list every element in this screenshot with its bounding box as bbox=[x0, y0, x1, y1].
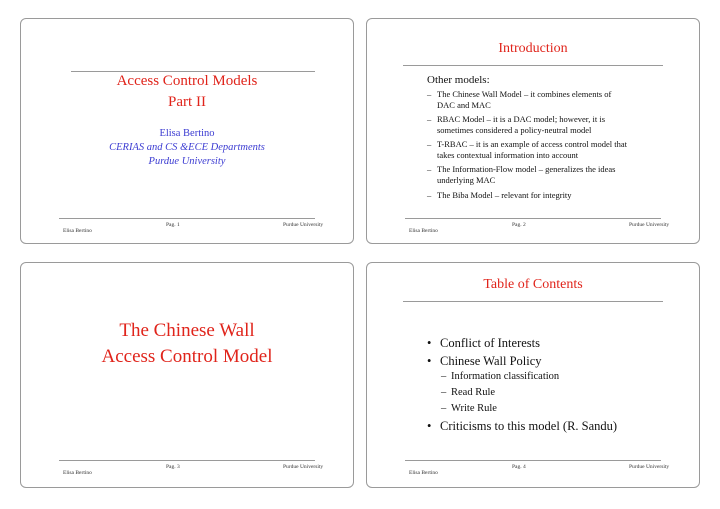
footer-rule bbox=[59, 218, 315, 219]
footer-rule bbox=[405, 218, 661, 219]
footer-rule bbox=[59, 460, 315, 461]
slide-1 bbox=[20, 18, 354, 244]
toc-item: • Chinese Wall Policy bbox=[427, 354, 542, 368]
toc-item: • Criticisms to this model (R. Sandu) bbox=[427, 419, 618, 433]
footer-author: Elisa Bertino bbox=[409, 228, 438, 234]
slide-3 bbox=[20, 262, 354, 488]
title-rule bbox=[403, 65, 663, 66]
footer-university: Purdue University bbox=[283, 222, 324, 228]
toc-subitem: – Write Rule bbox=[441, 403, 497, 414]
slide-title: Table of Contents bbox=[483, 277, 583, 292]
list-item: – The Information-Flow model – generalizes the ideas underlying MAC bbox=[427, 164, 616, 185]
slide-title: Introduction bbox=[498, 41, 568, 56]
footer-author: Elisa Bertino bbox=[409, 470, 438, 476]
list-item: – RBAC Model – it is a DAC model; however, it is sometimes considered a policy-neutral model bbox=[427, 114, 605, 135]
slide-4 bbox=[366, 262, 700, 488]
slide-title-line1: Access Control Models bbox=[116, 73, 258, 89]
slide-title-line2: Access Control Model bbox=[101, 346, 273, 367]
list-item: – The Chinese Wall Model – it combines elements of DAC and MAC bbox=[427, 89, 612, 110]
list-item: – T-RBAC – it is an example of access control model that takes contextual information into account bbox=[427, 139, 627, 160]
slide-title-line1: The Chinese Wall bbox=[119, 320, 255, 341]
footer-author: Elisa Bertino bbox=[63, 470, 92, 476]
footer-page: Pag. 3 bbox=[166, 464, 180, 470]
lead-text: Other models: bbox=[427, 74, 490, 86]
footer-rule bbox=[405, 460, 661, 461]
title-rule bbox=[403, 301, 663, 302]
footer-university: Purdue University bbox=[629, 464, 670, 470]
footer-university: Purdue University bbox=[283, 464, 324, 470]
footer-page: Pag. 1 bbox=[166, 222, 180, 228]
university: Purdue University bbox=[148, 156, 226, 167]
list-item: – The Biba Model – relevant for integrity bbox=[427, 190, 572, 200]
author-name: Elisa Bertino bbox=[159, 128, 215, 139]
footer-page: Pag. 2 bbox=[512, 222, 526, 228]
toc-subitem: – Information classification bbox=[441, 371, 560, 382]
title-rule bbox=[71, 71, 315, 72]
footer-university: Purdue University bbox=[629, 222, 670, 228]
department: CERIAS and CS &ECE Departments bbox=[109, 142, 265, 153]
slide-2 bbox=[366, 18, 700, 244]
footer-page: Pag. 4 bbox=[512, 464, 526, 470]
toc-subitem: – Read Rule bbox=[441, 387, 496, 398]
slide-title-line2: Part II bbox=[168, 94, 206, 110]
toc-item: • Conflict of Interests bbox=[427, 336, 540, 350]
footer-author: Elisa Bertino bbox=[63, 228, 92, 234]
